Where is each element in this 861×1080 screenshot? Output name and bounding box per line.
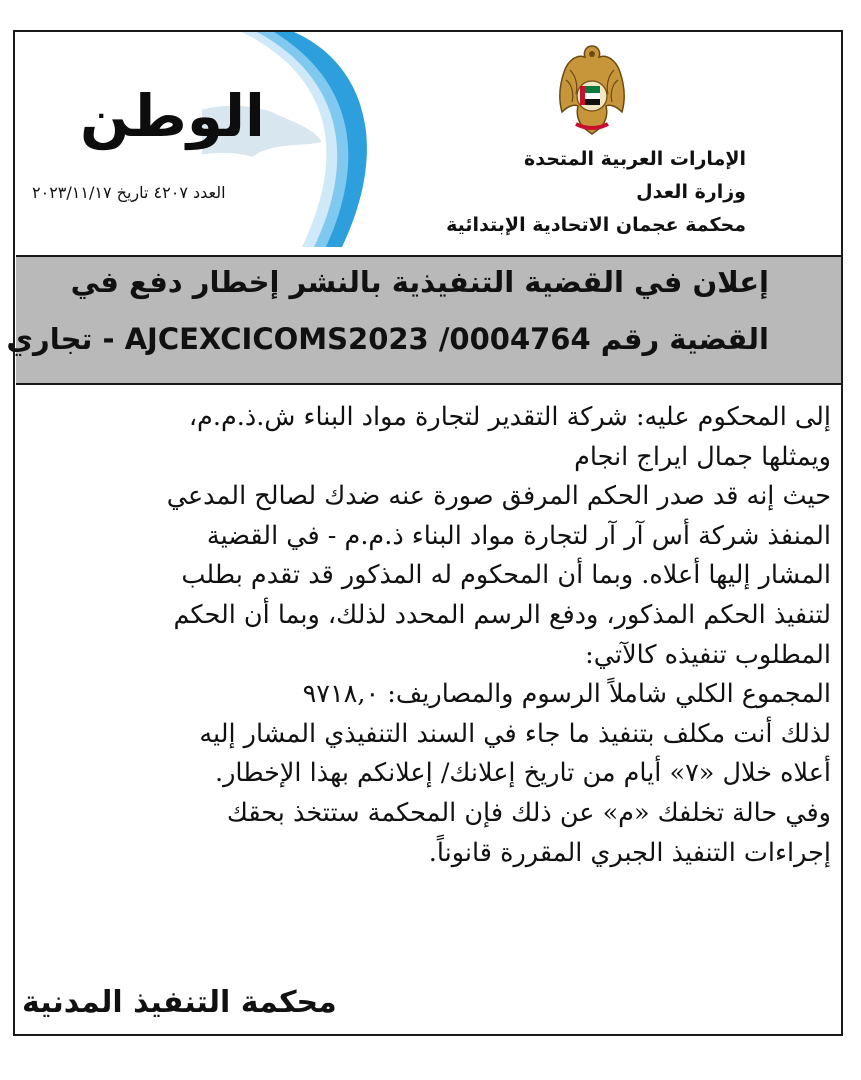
- court-name: محكمة عجمان الاتحادية الإبتدائية: [446, 214, 746, 236]
- body-line: إلى المحكوم عليه: شركة التقدير لتجارة مواد البناء ش.ذ.م.م،: [188, 402, 831, 432]
- notice-body: [26, 398, 831, 873]
- body-line: حيث إنه قد صدر الحكم المرفق صورة عنه ضدك لصالح المدعي: [166, 481, 831, 512]
- country-name: الإمارات العربية المتحدة: [524, 148, 746, 170]
- body-line: المشار إليها أعلاه. وبما أن المحكوم له المذكور قد تقدم بطلب: [181, 560, 831, 591]
- body-line: أعلاه خلال «٧» أيام من تاريخ إعلانك/ إعلانكم بهذا الإخطار.: [215, 758, 831, 789]
- body-line: المجموع الكلي شاملاً الرسوم والمصاريف: ٩٧١٨,٠: [302, 679, 831, 710]
- issue-date: العدد ٤٢٠٧ تاريخ ٢٠٢٣/١١/١٧: [32, 183, 226, 202]
- ministry-name: وزارة العدل: [636, 181, 746, 203]
- body-line: لتنفيذ الحكم المذكور، ودفع الرسم المحدد لذلك، وبما أن الحكم: [173, 599, 831, 630]
- body-line: لذلك أنت مكلف بتنفيذ ما جاء في السند التنفيذي المشار إليه: [199, 718, 831, 749]
- body-line: إجراءات التنفيذ الجبري المقررة قانوناً.: [428, 837, 831, 868]
- uae-eagle-emblem-icon: [552, 40, 632, 140]
- body-line: المطلوب تنفيذه كالآتي:: [585, 639, 831, 670]
- notice-title-line-1: إعلان في القضية التنفيذية بالنشر إخطار دفع في: [70, 265, 769, 299]
- ministry-header: [446, 143, 746, 242]
- body-line: وفي حالة تخلفك «م» عن ذلك فإن المحكمة ستتخذ بحقك: [226, 797, 831, 828]
- notice-title-line-2: القضية رقم AJCEXCICOMS2023 /0004764 - تجاري: [6, 322, 769, 356]
- signature: محكمة التنفيذ المدنية: [22, 985, 337, 1020]
- body-line: ويمثلها جمال ايراج انجام: [574, 441, 831, 472]
- body-line: المنفذ شركة أس آر آر لتجارة مواد البناء ذ.م.م - في القضية: [206, 520, 831, 551]
- newspaper-name: الوطن: [80, 82, 265, 150]
